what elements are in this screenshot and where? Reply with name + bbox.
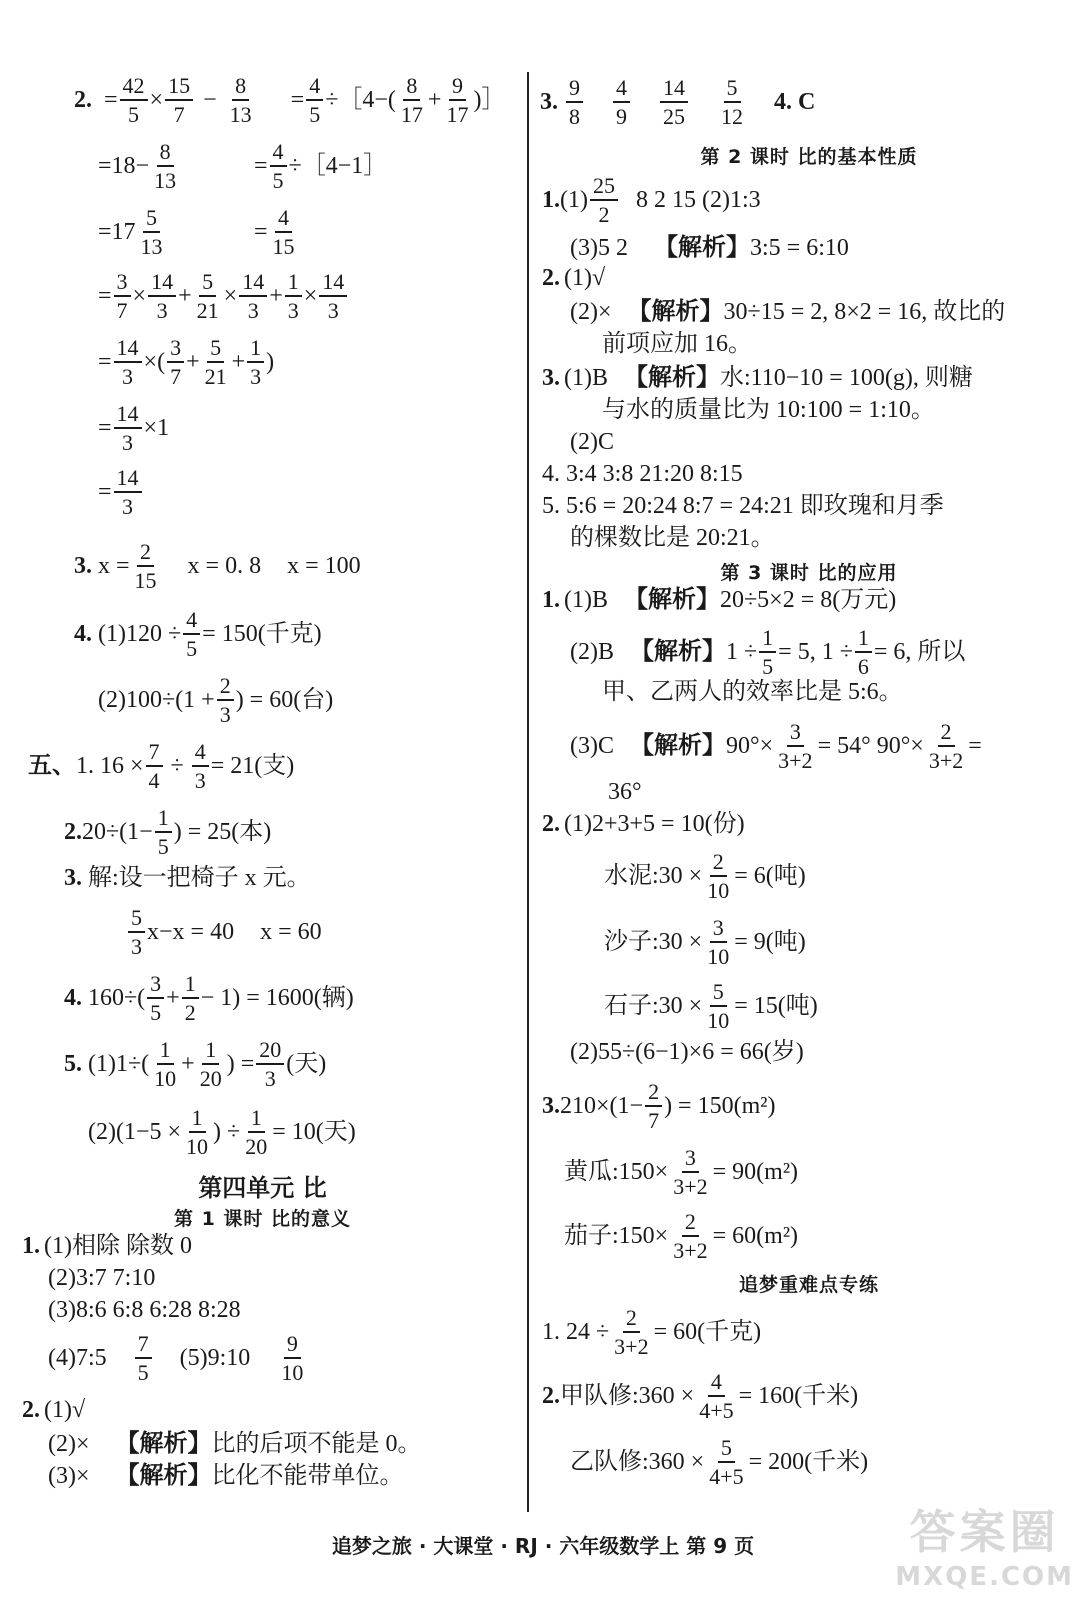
l3-answer-2-1 — [542, 812, 745, 836]
fraction: $\frac{4}{3}$ — [192, 740, 209, 792]
fraction: $\frac{9}{17}$ — [446, 73, 469, 128]
fraction: $\frac{14}{3}$ — [319, 270, 347, 322]
expr: (1)1÷( — [88, 1051, 150, 1078]
sp-answer-1 — [542, 1306, 761, 1358]
eq: = — [254, 153, 268, 180]
item-number: 3. — [542, 1093, 560, 1120]
expr: 乙队修:360 × — [570, 1449, 705, 1476]
fraction: $\frac{8}{17}$ — [400, 73, 423, 128]
expr: 解:设一把椅子 x 元。 — [88, 865, 311, 891]
op: × — [223, 283, 238, 310]
expr: (1)B — [564, 587, 608, 613]
fraction: $\frac{3}{5}$ — [147, 972, 164, 1024]
item-number: 2. — [542, 811, 560, 837]
expr: = 15(吨) — [734, 993, 818, 1020]
lesson-title: 第 1 课时 比的意义 — [173, 1208, 352, 1230]
fraction: $\frac{2}{3+2}$ — [673, 1209, 708, 1264]
l2-answer-5-cont — [570, 526, 775, 550]
l2-answer-2-1 — [542, 266, 605, 290]
l3-answer-1-2-cont — [602, 680, 903, 704]
fraction: $\frac{3}{7}$ — [114, 270, 131, 322]
l2-answer-1b — [570, 236, 849, 260]
fraction: $\frac{42}{5}$ — [120, 74, 148, 126]
analysis-tag: 【解析】 — [624, 587, 720, 613]
fraction: $\frac{1}{5}$ — [155, 806, 172, 858]
op: + — [178, 283, 192, 310]
fraction: $\frac{1}{5}$ — [759, 626, 776, 678]
expr: = — [968, 733, 982, 760]
expr: 甲、乙两人的效率比是 5:6。 — [602, 679, 903, 705]
expr: (2)× — [570, 299, 612, 325]
expr: (1) — [560, 187, 588, 214]
expr: = 60(千克) — [653, 1319, 762, 1346]
analysis-tag: 【解析】 — [627, 299, 724, 325]
expr: (4)7:5 — [48, 1345, 107, 1372]
u4-answer-2-1 — [22, 1398, 85, 1422]
l3-answer-2-cement — [604, 850, 806, 902]
u4-answer-1-2 — [48, 1266, 155, 1290]
l3-answer-1-1 — [542, 588, 896, 612]
expr: ) = 150(m²) — [664, 1093, 776, 1120]
eq: = — [98, 479, 112, 506]
fraction: $\frac{4}{5}$ — [183, 608, 200, 660]
fraction: $\frac{25}{2}$ — [590, 174, 618, 226]
fraction: $\frac{1}{10}$ — [154, 1037, 177, 1092]
answer-2-line-3a — [98, 206, 168, 258]
fraction: $\frac{9}{10}$ — [281, 1331, 304, 1386]
op: + — [427, 87, 442, 114]
fraction: $\frac{7}{4}$ — [146, 740, 163, 792]
expr: (天) — [286, 1051, 327, 1078]
op: × — [149, 87, 164, 114]
expr: (2)55÷(6−1)×6 = 66(岁) — [570, 1039, 804, 1065]
fraction: $\frac{3}{3+2}$ — [778, 719, 813, 774]
section-5-answer-5-1 — [64, 1038, 326, 1090]
answer-2-line-2b — [254, 140, 387, 192]
section-number: 五、 — [28, 753, 76, 780]
u4-answer-1-3 — [48, 1298, 241, 1322]
item-number: 3. — [542, 365, 560, 391]
l3-answer-1-2 — [570, 626, 965, 678]
op: + — [186, 349, 200, 376]
fraction: $\frac{2}{3+2}$ — [614, 1305, 649, 1360]
expr: 比的后项不能是 0。 — [211, 1431, 422, 1457]
fraction: $\frac{14}{3}$ — [114, 466, 142, 518]
fraction: $\frac{3}{10}$ — [707, 915, 730, 970]
section-5-answer-3 — [64, 866, 311, 890]
u4-answer-1-1 — [22, 1234, 192, 1258]
expr: 沙子:30 × — [604, 929, 703, 956]
op: + — [166, 985, 180, 1012]
op: + — [181, 1051, 195, 1078]
expr: (1)√ — [564, 265, 606, 291]
fraction: $\frac{14}{25}$ — [660, 76, 688, 128]
fraction: $\frac{2}{7}$ — [645, 1080, 662, 1132]
item-number: 2. — [542, 265, 560, 291]
expr: = 6(吨) — [734, 863, 806, 890]
answer-2-line-7 — [98, 466, 144, 518]
expr: 水泥:30 × — [604, 863, 703, 890]
u4-answer-2-3 — [48, 1464, 404, 1488]
expr: 20÷5×2 = 8(万元) — [720, 587, 897, 613]
expr: (1)2+3+5 = 10(份) — [564, 811, 745, 837]
eq: = — [104, 87, 118, 114]
item-number: 4. — [74, 621, 92, 648]
eq: = — [254, 219, 268, 246]
fraction: $\frac{5}{10}$ — [707, 979, 730, 1034]
expr: (2)3:7 7:10 — [48, 1265, 156, 1291]
l3-answer-3 — [542, 1080, 775, 1132]
fraction: $\frac{7}{5}$ — [135, 1332, 152, 1384]
eq: = — [98, 415, 112, 442]
expr: ) — [266, 349, 275, 376]
sp-answer-2-b — [570, 1436, 868, 1488]
expr: 1 ÷ — [726, 639, 758, 666]
expr: =17 — [98, 219, 136, 246]
expr: (2)C — [570, 429, 614, 455]
expr: (2)(1−5 × — [88, 1119, 182, 1146]
fraction: $\frac{15}{7}$ — [165, 74, 193, 126]
watermark-url: MXQE.COM — [895, 1562, 1074, 1592]
answer-2-line-2a — [98, 140, 181, 192]
expr: =18− — [98, 153, 150, 180]
l3-answer-2-stone — [604, 980, 818, 1032]
lesson-title: 第 2 课时 比的基本性质 — [700, 146, 918, 168]
expr: (1)相除 除数 0 — [44, 1233, 192, 1259]
expr: (3)C — [570, 733, 614, 760]
fraction: $\frac{3}{3+2}$ — [673, 1145, 708, 1200]
expr: 4. C — [774, 89, 816, 116]
answer-2-line-3b — [254, 206, 300, 258]
u4-answer-2-2 — [48, 1432, 422, 1456]
fraction: $\frac{1}{3}$ — [285, 270, 302, 322]
fraction: $\frac{20}{3}$ — [256, 1038, 284, 1090]
expr: 160÷( — [88, 985, 146, 1012]
answer-2-line-5 — [98, 336, 274, 388]
l2-answer-3-2 — [570, 430, 614, 454]
column-divider — [527, 72, 529, 1512]
analysis-tag: 【解析】 — [653, 235, 750, 261]
section-5-answer-3-eq — [126, 906, 322, 958]
item-number: 2. — [74, 87, 92, 114]
expr: ÷［4−1］ — [288, 153, 388, 180]
expr: 前项应加 16。 — [602, 331, 752, 357]
u4-answer-1-4 — [48, 1332, 308, 1384]
eq: = — [98, 349, 112, 376]
expr: 90°× — [726, 733, 774, 760]
expr: = 160(千米) — [738, 1383, 859, 1410]
expr: (3)8:6 6:8 6:28 8:28 — [48, 1297, 241, 1323]
expr: ×1 — [143, 415, 170, 442]
expr: (2)B — [570, 639, 614, 666]
l2-answer-3-1-cont — [602, 398, 935, 422]
expr: x−x = 40 — [147, 919, 235, 946]
expr: 与水的质量比为 10:100 = 1:10。 — [602, 397, 935, 423]
answer-2-line-4 — [98, 270, 349, 322]
l2-answer-2-2-cont — [602, 332, 752, 356]
op: × — [132, 283, 147, 310]
l2-answer-1 — [542, 174, 761, 226]
fraction: $\frac{14}{3}$ — [239, 270, 267, 322]
expr: 黄瓜:150× — [564, 1159, 669, 1186]
fraction: $\frac{5}{21}$ — [204, 335, 227, 390]
expr: = 150(千克) — [202, 621, 322, 648]
r-answer-3 — [540, 76, 815, 128]
item-number: 3. — [64, 865, 82, 891]
unit-title: 第四单元 比 — [198, 1174, 327, 1202]
fraction: $\frac{4}{5}$ — [306, 74, 323, 126]
expr: = 90(m²) — [712, 1159, 799, 1186]
expr: (5)9:10 — [179, 1345, 251, 1372]
fraction: $\frac{1}{6}$ — [855, 626, 872, 678]
answer-4-2 — [98, 674, 333, 726]
fraction: $\frac{1}{10}$ — [186, 1105, 209, 1160]
fraction: $\frac{1}{20}$ — [245, 1105, 268, 1160]
fraction: $\frac{14}{3}$ — [148, 270, 176, 322]
l2-answer-5 — [542, 494, 944, 518]
fraction: $\frac{1}{20}$ — [199, 1037, 222, 1092]
l3-answer-1-3-cont — [608, 780, 642, 804]
l3-answer-2-sand — [604, 916, 806, 968]
expr: (2)100÷(1 + — [98, 687, 215, 714]
analysis-tag: 【解析】 — [115, 1463, 212, 1489]
op: ÷ — [170, 753, 184, 780]
expr: ) = 60(台) — [235, 687, 334, 714]
expr: ÷［4−( — [325, 87, 396, 114]
expr: ) ÷ — [213, 1119, 241, 1146]
expr: 210×(1− — [560, 1093, 644, 1120]
expr: 20÷(1− — [82, 819, 153, 846]
fraction: $\frac{4}{9}$ — [613, 76, 630, 128]
answer-3 — [74, 540, 361, 592]
expr: = 200(千米) — [748, 1449, 869, 1476]
expr: )］ — [473, 87, 506, 114]
analysis-tag: 【解析】 — [115, 1431, 212, 1457]
op: + — [269, 283, 283, 310]
l3-answer-2-2 — [570, 1040, 804, 1064]
item-number: 5. — [64, 1051, 82, 1078]
expr: (1)120 ÷ — [98, 621, 182, 648]
expr: ) = 25(本) — [173, 819, 272, 846]
expr: = 10(天) — [272, 1119, 356, 1146]
section-5-answer-2 — [64, 806, 271, 858]
expr: x = 0. 8 — [187, 553, 262, 580]
op: × — [303, 283, 318, 310]
fraction: $\frac{1}{3}$ — [247, 336, 264, 388]
item-number: 2. — [542, 1383, 560, 1410]
fraction: $\frac{2}{10}$ — [707, 849, 730, 904]
expr: 30÷15 = 2, 8×2 = 16, 故比的 — [723, 299, 1006, 325]
expr: (1)√ — [44, 1397, 86, 1423]
fraction: $\frac{5}{12}$ — [721, 75, 743, 130]
item-number: 4. — [64, 985, 82, 1012]
section-5-answer-4 — [64, 972, 354, 1024]
expr: 的棵数比是 20:21。 — [570, 525, 775, 551]
expr: = 60(m²) — [712, 1223, 799, 1250]
fraction: $\frac{14}{3}$ — [114, 402, 142, 454]
expr: (3)5 2 — [570, 235, 628, 261]
expr: − 1) = 1600(辆) — [200, 985, 354, 1012]
expr: ) = — [226, 1051, 255, 1078]
l2-answer-3-1 — [542, 366, 973, 390]
item-number: 2. — [22, 1397, 40, 1423]
expr: = 54° 90°× — [817, 733, 924, 760]
watermark-logo: 答案圈 — [909, 1505, 1060, 1559]
expr: (2)× — [48, 1431, 90, 1457]
analysis-tag: 【解析】 — [630, 733, 726, 760]
expr: 茄子:150× — [564, 1223, 669, 1250]
expr: 1. 16 × — [76, 753, 144, 780]
expr: 甲队修:360 × — [560, 1383, 695, 1410]
expr: x = — [98, 553, 130, 580]
answer-2-line-1 — [74, 74, 505, 126]
sp-answer-2-a — [542, 1370, 858, 1422]
fraction: $\frac{4}{5}$ — [270, 140, 287, 192]
expr: 5. 5:6 = 20:24 8:7 = 24:21 即玫瑰和月季 — [542, 493, 944, 519]
fraction: $\frac{2}{3}$ — [217, 674, 234, 726]
fraction: $\frac{1}{2}$ — [182, 972, 199, 1024]
expr: = 5, 1 ÷ — [778, 639, 853, 666]
fraction: $\frac{14}{3}$ — [114, 336, 142, 388]
fraction: $\frac{2}{15}$ — [134, 539, 157, 594]
fraction: $\frac{5}{3}$ — [128, 906, 145, 958]
fraction: $\frac{4}{4+5}$ — [699, 1369, 734, 1424]
expr: = 6, 所以 — [873, 639, 966, 666]
expr: (1)B — [564, 365, 608, 391]
fraction: $\frac{2}{3+2}$ — [928, 719, 964, 774]
expr: 石子:30 × — [604, 993, 703, 1020]
analysis-tag: 【解析】 — [624, 365, 720, 391]
op: − — [203, 87, 217, 114]
expr: = 21(支) — [210, 753, 295, 780]
answer-4-1 — [74, 608, 322, 660]
expr: 1. 24 ÷ — [542, 1319, 610, 1346]
special-practice-title: 追梦重难点专练 — [738, 1274, 879, 1296]
l2-answer-4 — [542, 462, 743, 486]
l3-answer-1-3 — [570, 720, 982, 772]
watermark — [895, 1496, 1074, 1592]
fraction: $\frac{5}{4+5}$ — [709, 1435, 744, 1490]
expr: x = 100 — [287, 553, 361, 580]
l3-answer-3-eggplant — [564, 1210, 798, 1262]
expr: (3)× — [48, 1463, 90, 1489]
item-number: 3. — [540, 89, 558, 116]
answer-2-line-6 — [98, 402, 169, 454]
fraction: $\frac{9}{8}$ — [566, 76, 583, 128]
expr: ×( — [143, 349, 166, 376]
item-number: 1. — [22, 1233, 40, 1259]
fraction: $\frac{5}{13}$ — [140, 205, 163, 260]
page-footer: 追梦之旅 · 大课堂 · RJ · 六年级数学上 第 9 页 — [331, 1534, 755, 1558]
section-5-answer-5-2 — [88, 1106, 356, 1158]
item-number: 3. — [74, 553, 92, 580]
fraction: $\frac{5}{21}$ — [196, 269, 219, 324]
expr: 4. 3:4 3:8 21:20 8:15 — [542, 461, 743, 487]
item-number: 2. — [64, 819, 82, 846]
section-5-answer-1 — [28, 740, 294, 792]
analysis-tag: 【解析】 — [630, 639, 726, 666]
expr: = 9(吨) — [734, 929, 806, 956]
fraction: $\frac{8}{13}$ — [229, 73, 252, 128]
fraction: $\frac{3}{7}$ — [167, 336, 184, 388]
l2-answer-2-2 — [570, 300, 1005, 324]
fraction: $\frac{8}{13}$ — [154, 139, 177, 194]
expr: 水:110−10 = 100(g), 则糖 — [720, 365, 973, 391]
eq: = — [98, 283, 112, 310]
eq: = — [290, 87, 305, 114]
op: + — [231, 349, 246, 376]
l3-answer-3-cucumber — [564, 1146, 798, 1198]
item-number: 1. — [542, 187, 560, 214]
expr: 36° — [608, 779, 642, 805]
expr: 8 2 15 (2)1:3 — [635, 187, 761, 214]
fraction: $\frac{4}{15}$ — [272, 205, 295, 260]
expr: 比化不能带单位。 — [211, 1463, 404, 1489]
expr: x = 60 — [260, 919, 322, 946]
expr: 3:5 = 6:10 — [749, 235, 849, 261]
item-number: 1. — [542, 587, 560, 613]
lesson-title: 第 3 课时 比的应用 — [720, 562, 898, 584]
